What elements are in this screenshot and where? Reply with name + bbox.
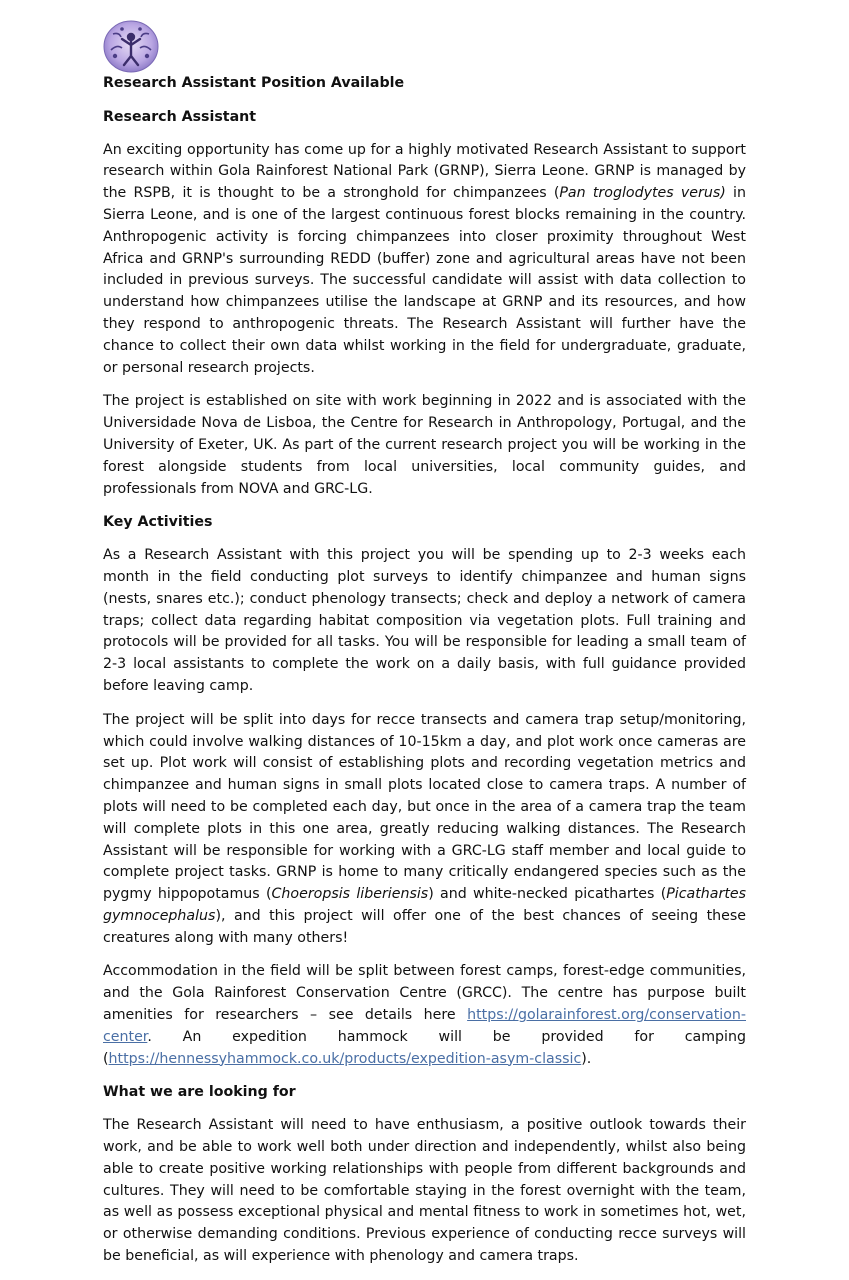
species-name: Choeropsis liberiensis bbox=[271, 886, 429, 903]
species-name: Pan troglodytes verus) bbox=[559, 185, 726, 202]
intro-paragraph-1: An exciting opportunity has come up for a highly motivated Research Assistant to support research within Gola Rainforest National Park (GRNP), Sierra Leone. GRNP is managed by the RSPB, it is thought to be a stronghold for chimpanzees (Pan troglodytes verus) in Sierra Leone, and is one of the largest continuous forest blocks remaining in the country. Anthropogenic activity is forcing chimpanzees into closer proximity throughout West Africa and GRNP's surrounding REDD (buffer) zone and agricultural areas have not been included in previous surveys. The successful candidate will assist with data collection to understand how chimpanzees utilise the landscape at GRNP and its resources, and how they respond to anthropogenic threats. The Research Assistant will further have the chance to collect their own data whilst working in the field for undergraduate, graduate, or personal research projects. bbox=[103, 141, 746, 376]
accommodation-paragraph: Accommodation in the field will be split between forest camps, forest-edge communities, and the Gola Rainforest Conservation Centre (GRCC). The centre has purpose built amenities for researchers – see details here https://golarainforest.org/conservation-center. An expedition hammock will be provided for camping (https://hennessyhammock.co.uk/products/expedition-asym-classic). bbox=[103, 963, 746, 1067]
key-activities-paragraph-2: The project will be split into days for recce transects and camera trap setup/monitoring, which could involve walking distances of 10-15km a day, and plot work once cameras are set up. Plot work will consist of establishing plots and recording vegetation metrics and chimpanzee and human signs in small plots located close to camera traps. A number of plots will need to be completed each day, but once in the area of a camera trap the team will complete plots in this one area, greatly reducing walking distances. The Research Assistant will be responsible for working with a GRC-LG staff member and local guide to complete project tasks. GRNP is home to many critically endangered species such as the pygmy hippopotamus (Choeropsis liberiensis) and white-necked picathartes (Picathartes gymnocephalus), and this project will offer one of the best chances of seeing these creatures along with many others! bbox=[103, 711, 747, 946]
role-title: Research Assistant bbox=[103, 108, 257, 125]
species-name: Picathartes gymnocephalus bbox=[103, 886, 747, 924]
intro-paragraph-2: The project is established on site with work beginning in 2022 and is associated with the Universidade Nova de Lisboa, the Centre for Research in Anthropology, Portugal, and the University of Exeter, UK. As part of the current research project you will be working in the forest alongside students from local universities, local community guides, and professionals from NOVA and GRC-LG. bbox=[103, 393, 746, 497]
document-body bbox=[103, 73, 746, 1280]
conservation-center-link[interactable]: https://golarainforest.org/conservation-center bbox=[103, 1007, 746, 1045]
hammock-link[interactable]: https://hennessyhammock.co.uk/products/expedition-asym-classic bbox=[108, 1050, 582, 1067]
looking-for-paragraph: The Research Assistant will need to have enthusiasm, a positive outlook towards their work, and be able to work well both under direction and independently, whilst also being able to create positive working relationships with people from different backgrounds and cultures. They will need to be comfortable staying in the forest overnight with the team, as well as possess exceptional physical and mental fitness to work in sometimes hot, wet, or otherwise demanding conditions. Previous experience of conducting recce surveys will be beneficial, as will experience with phenology and camera traps. bbox=[103, 1117, 746, 1265]
organization-logo-icon bbox=[103, 20, 159, 73]
key-activities-heading: Key Activities bbox=[103, 514, 213, 531]
document-title: Research Assistant Position Available bbox=[103, 75, 405, 91]
key-activities-paragraph-1: As a Research Assistant with this project you will be spending up to 2-3 weeks each month in the field conducting plot surveys to identify chimpanzee and human signs (nests, snares etc.); conduct phenology transects; check and deploy a network of camera traps; collect data regarding habitat composition via vegetation plots. Full training and protocols will be provided for all tasks. You will be responsible for leading a small team of 2-3 local assistants to complete the work on a daily basis, with full guidance provided before leaving camp. bbox=[103, 547, 746, 694]
looking-for-heading: What we are looking for bbox=[103, 1084, 296, 1101]
